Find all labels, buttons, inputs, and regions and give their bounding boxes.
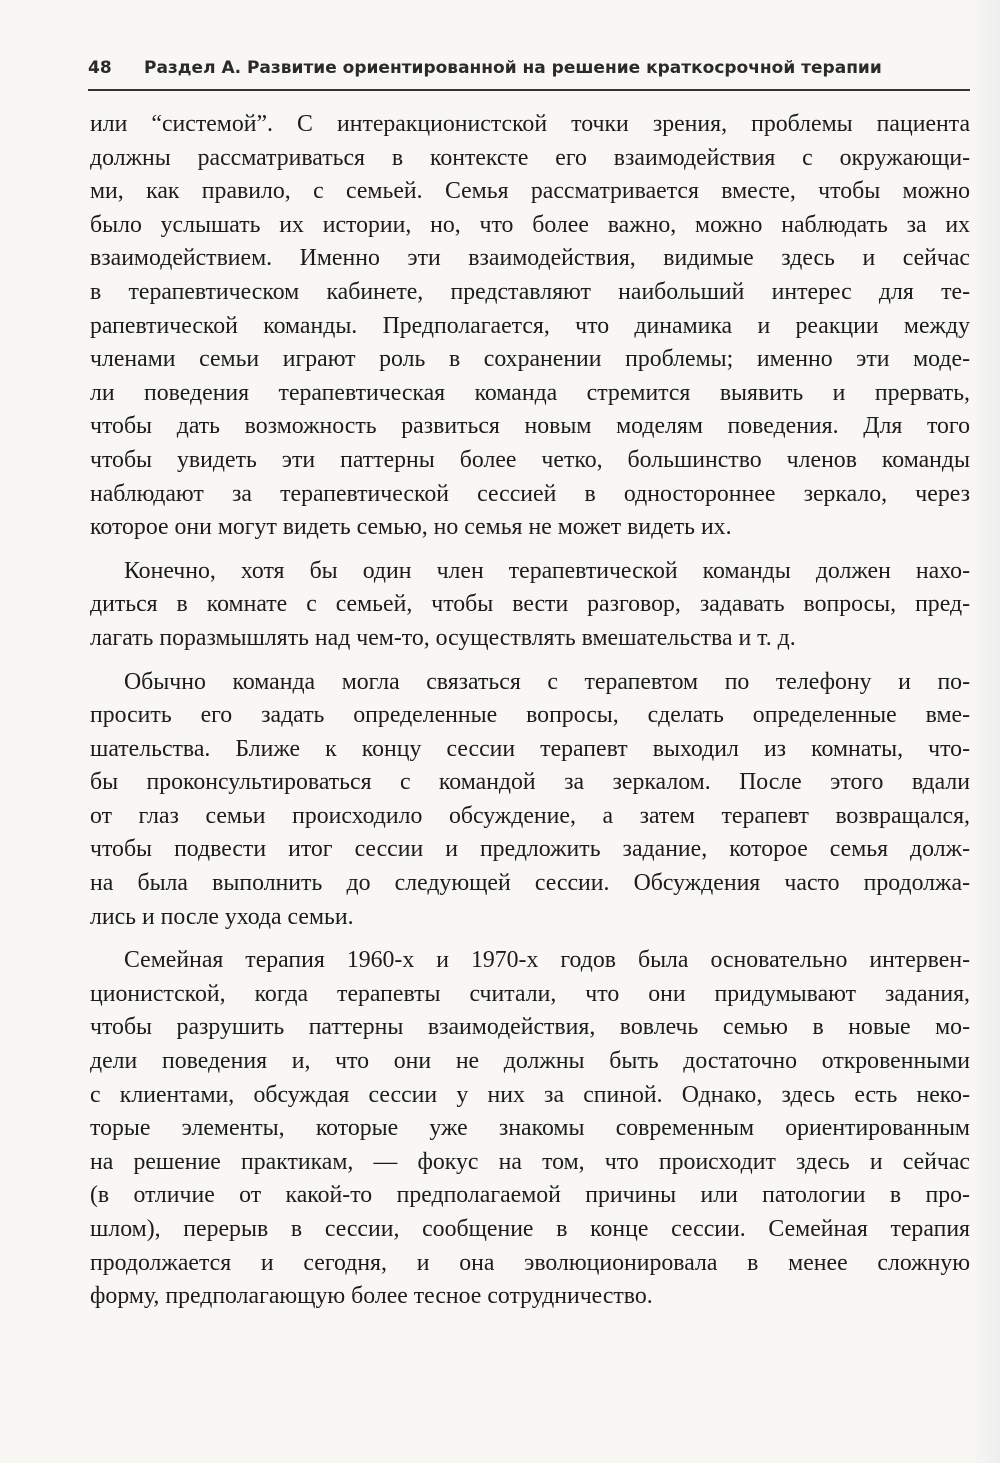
text-line: чтобы дать возможность развиться новым моделям поведения. Для того: [90, 413, 970, 440]
text-line: бы проконсультироваться с командой за зеркалом. После этого вдали: [90, 769, 970, 796]
paragraph: [90, 108, 970, 545]
paragraph-gap: [90, 656, 970, 666]
text-line: взаимодействием. Именно эти взаимодействия, видимые здесь и сейчас: [90, 245, 970, 272]
text-line: ми, как правило, с семьей. Семья рассматривается вместе, чтобы можно: [90, 178, 970, 205]
text-line: на была выполнить до следующей сессии. Обсуждения часто продолжа-: [90, 870, 970, 897]
text-line: шательства. Ближе к концу сессии терапевт выходил из комнаты, что-: [90, 735, 970, 762]
text-line: (в отличие от какой-то предполагаемой причины или патологии в про-: [90, 1182, 970, 1209]
text-line: которое они могут видеть семью, но семья не может видеть их.: [90, 514, 732, 541]
text-line: лись и после ухода семьи.: [90, 903, 354, 930]
text-line: чтобы подвести итог сессии и предложить задание, которое семья долж-: [90, 836, 970, 863]
text-line: форму, предполагающую более тесное сотрудничество.: [90, 1283, 653, 1310]
text-line: должны рассматриваться в контексте его взаимодействия с окружающи-: [90, 144, 970, 171]
text-line: с клиентами, обсуждая сессии у них за спиной. Однако, здесь есть неко-: [90, 1081, 970, 1108]
paragraph: [90, 555, 970, 656]
paragraph-gap: [90, 934, 970, 944]
text-line: продолжается и сегодня, и она эволюционировала в менее сложную: [90, 1249, 970, 1276]
header-rule: [88, 89, 970, 91]
text-line: ционистской, когда терапевты считали, что они придумывают задания,: [90, 980, 970, 1007]
text-line: диться в комнате с семьей, чтобы вести разговор, задавать вопросы, пред-: [90, 591, 970, 618]
text-line: на решение практикам, — фокус на том, что происходит здесь и сейчас: [90, 1148, 970, 1175]
text-line: Семейная терапия 1960-х и 1970-х годов была основательно интервен-: [124, 947, 970, 974]
text-line: от глаз семьи происходило обсуждение, а затем терапевт возвращался,: [90, 802, 970, 829]
text-line: было услышать их истории, но, что более важно, можно наблюдать за их: [90, 211, 970, 238]
text-line: чтобы разрушить паттерны взаимодействия, вовлечь семью в новые мо-: [90, 1014, 970, 1041]
text-line: наблюдают за терапевтической сессией в одностороннее зеркало, через: [90, 480, 970, 507]
text-line: Обычно команда могла связаться с терапевтом по телефону и по-: [124, 668, 970, 695]
text-line: дели поведения и, что они не должны быть достаточно откровенными: [90, 1048, 970, 1075]
text-line: рапевтической команды. Предполагается, что динамика и реакции между: [90, 312, 970, 339]
text-line: лагать поразмышлять над чем-то, осуществлять вмешательства и т. д.: [90, 624, 796, 651]
text-line: просить его задать определенные вопросы, сделать определенные вме-: [90, 702, 970, 729]
running-header: [88, 58, 970, 88]
text-line: шлом), перерыв в сессии, сообщение в конце сессии. Семейная терапия: [90, 1216, 970, 1242]
body-text: [90, 108, 970, 1314]
text-line: чтобы увидеть эти паттерны более четко, большинство членов команды: [90, 446, 970, 473]
paragraph-gap: [90, 545, 970, 555]
running-title: Раздел А. Развитие ориентированной на решение краткосрочной терапии: [144, 58, 882, 78]
text-line: ли поведения терапевтическая команда стремится выявить и прервать,: [90, 379, 970, 406]
text-line: в терапевтическом кабинете, представляют наибольший интерес для те-: [90, 278, 970, 305]
text-line: членами семьи играют роль в сохранении проблемы; именно эти моде-: [90, 346, 970, 373]
paragraph: [90, 944, 970, 1314]
text-line: или “системой”. С интеракционистской точки зрения, проблемы пациента: [90, 111, 970, 137]
text-line: Конечно, хотя бы один член терапевтической команды должен нахо-: [124, 557, 970, 584]
paragraph: [90, 666, 970, 935]
page-edge-shadow: [976, 0, 1000, 1463]
page-number: 48: [88, 58, 112, 78]
text-line: торые элементы, которые уже знакомы современным ориентированным: [90, 1115, 970, 1142]
